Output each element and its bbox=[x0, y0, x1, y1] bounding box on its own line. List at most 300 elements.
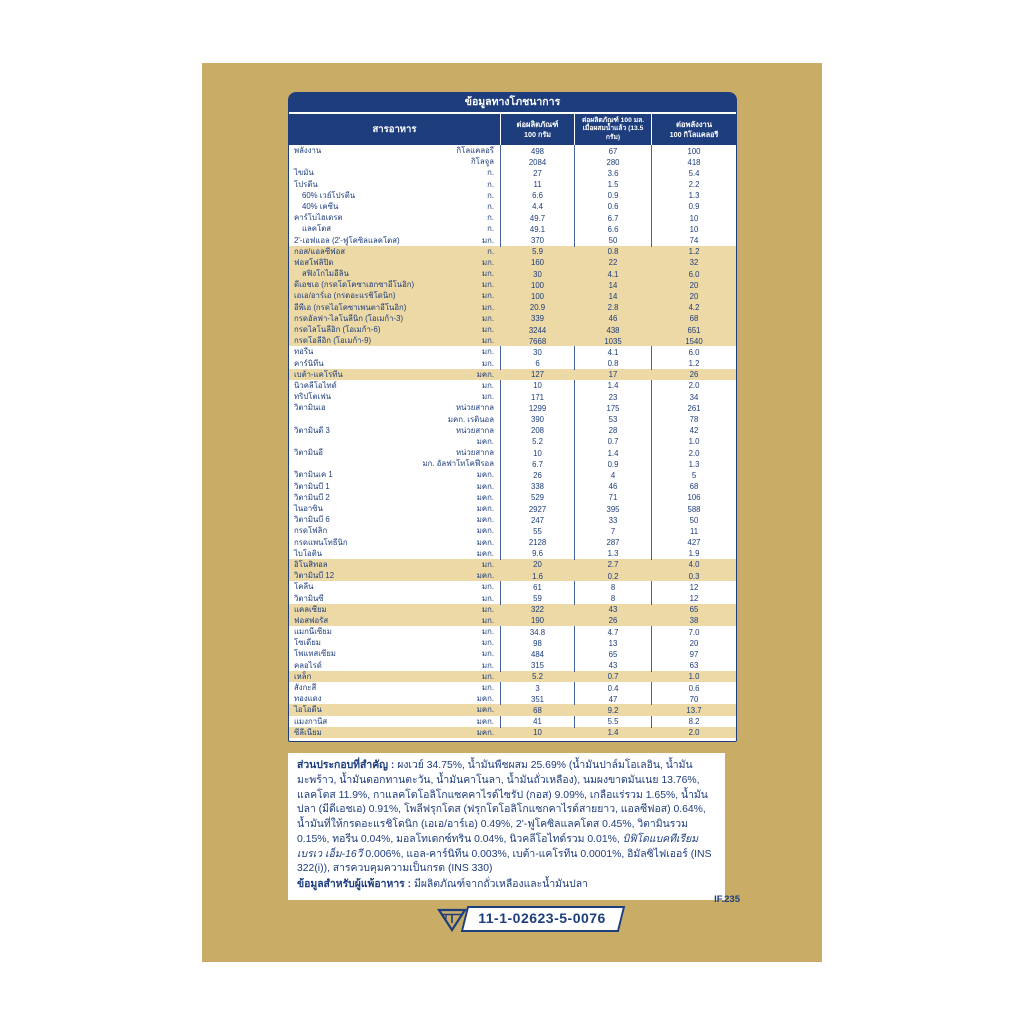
value-per-100g: 9.6 bbox=[500, 548, 574, 560]
nutrient-name: 60% เวย์โปรตีน bbox=[302, 190, 356, 200]
nutrient-name: วิตามินอี bbox=[294, 448, 323, 458]
nutrient-name: ทอรีน bbox=[294, 347, 314, 357]
nutrient-name: ไนอาซิน bbox=[294, 504, 323, 513]
value-per-100g: 49.1 bbox=[500, 223, 574, 235]
fda-number-box bbox=[461, 906, 625, 932]
value-per-100g: 1.6 bbox=[532, 571, 543, 581]
nutrient-name: ทริปโตเฟน bbox=[294, 392, 332, 402]
value-per-100g: 322 bbox=[530, 605, 544, 615]
value-per-100kcal: 1.3 bbox=[651, 458, 736, 470]
nutrient-unit: มคก. bbox=[476, 369, 494, 379]
value-per-100kcal: 427 bbox=[651, 537, 736, 549]
value-per-100kcal: 7.0 bbox=[651, 626, 736, 638]
value-per-100g: 68 bbox=[533, 705, 542, 715]
value-per-100ml-mixed: 1.3 bbox=[574, 548, 651, 560]
nutrient-name: กรดแพนโทธีนิก bbox=[294, 537, 348, 547]
nutrient-name: นิวคลีโอไทด์ bbox=[294, 380, 337, 390]
value-per-100ml-mixed: 4.1 bbox=[574, 346, 651, 358]
nutrient-name: กรดโอลีอิก (โอเมก้า-9) bbox=[294, 336, 372, 346]
value-per-100g: 27 bbox=[500, 167, 574, 179]
table-row bbox=[289, 648, 736, 659]
value-per-100ml-mixed: 2.7 bbox=[607, 560, 619, 570]
value-per-100kcal: 4.0 bbox=[688, 560, 700, 570]
value-per-100g: 6.6 bbox=[500, 190, 574, 202]
nutrient-name bbox=[289, 458, 419, 470]
nutrient-unit: มก. bbox=[481, 559, 494, 569]
nutrient-unit: มก. bbox=[481, 358, 494, 368]
table-row bbox=[289, 525, 736, 536]
value-per-100ml-mixed: 1.4 bbox=[574, 447, 651, 459]
nutrient-name: เอเอ/อาร์เอ (กรดอะแรชิโดนิก) bbox=[294, 291, 396, 301]
value-per-100ml-mixed: 4.1 bbox=[607, 269, 619, 279]
table-row bbox=[289, 693, 736, 704]
value-per-100ml-mixed: 7 bbox=[574, 525, 651, 537]
nutrient-name: วิตามินบี 12 bbox=[294, 571, 335, 581]
value-per-100kcal: 11 bbox=[651, 525, 736, 537]
value-per-100kcal: 2.0 bbox=[688, 728, 700, 738]
table-row bbox=[289, 615, 736, 626]
nutrient-name: ฟอสฟอรัส bbox=[294, 615, 329, 625]
value-per-100kcal: 588 bbox=[651, 503, 736, 515]
value-per-100kcal: 10 bbox=[651, 212, 736, 224]
nutrient-unit: มก. bbox=[481, 683, 494, 692]
table-row bbox=[289, 671, 736, 682]
table-row bbox=[289, 436, 736, 447]
value-per-100ml-mixed: 8 bbox=[574, 581, 651, 593]
nutrient-unit: มก. bbox=[481, 615, 494, 625]
value-per-100g: 26 bbox=[500, 469, 574, 481]
nutrient-unit: หน่วยสากล bbox=[455, 448, 494, 458]
nutrient-name: กรดโฟลิก bbox=[294, 526, 328, 536]
table-row bbox=[289, 257, 736, 268]
nutrient-name: เบต้า-แคโรทีน bbox=[294, 369, 343, 379]
nutrient-name: แลคโตส bbox=[302, 224, 332, 234]
nutrient-unit: มคก. bbox=[476, 537, 494, 547]
table-row bbox=[289, 503, 736, 514]
nutrient-name: วิตามินเค 1 bbox=[294, 470, 333, 480]
value-per-100kcal: 2.2 bbox=[651, 179, 736, 191]
value-per-100ml-mixed: 43 bbox=[574, 660, 651, 672]
value-per-100kcal: 1.0 bbox=[651, 436, 736, 448]
nutrient-unit: กิโลจูล bbox=[470, 157, 494, 167]
value-per-100kcal: 4.2 bbox=[688, 303, 700, 313]
value-per-100ml-mixed: 53 bbox=[574, 414, 651, 426]
value-per-100kcal: 1.0 bbox=[688, 672, 700, 682]
ingredients-lead: ส่วนประกอบที่สำคัญ : bbox=[297, 760, 395, 771]
value-per-100g: 5.9 bbox=[532, 247, 543, 257]
ingredients-paragraph bbox=[297, 759, 716, 877]
table-row bbox=[289, 727, 736, 738]
value-per-100g: 190 bbox=[530, 616, 544, 626]
nutrient-unit: มก. bbox=[481, 313, 494, 323]
nutrient-unit: มก. bbox=[481, 604, 494, 614]
allergen-text: มีผลิตภัณฑ์จากถั่วเหลืองและน้ำมันปลา bbox=[411, 879, 588, 891]
nutrient-name: คาร์นิทีน bbox=[294, 358, 324, 368]
table-row bbox=[289, 559, 736, 570]
value-per-100ml-mixed: 17 bbox=[608, 370, 618, 380]
value-per-100kcal: 42 bbox=[651, 425, 736, 437]
nutrient-name: โคลีน bbox=[294, 582, 314, 592]
label-code: IF.235 bbox=[714, 894, 740, 905]
value-per-100kcal: 261 bbox=[651, 402, 736, 414]
table-row bbox=[289, 581, 736, 592]
value-per-100g: 127 bbox=[530, 370, 544, 380]
value-per-100ml-mixed: 71 bbox=[574, 492, 651, 504]
value-per-100g: 10 bbox=[500, 380, 574, 392]
nutrient-name: วิตามินดี 3 bbox=[294, 425, 330, 435]
table-row bbox=[289, 514, 736, 525]
nutrient-unit: มก. bbox=[481, 235, 494, 245]
table-row bbox=[289, 223, 736, 234]
nutrient-name: อิโนสิทอล bbox=[294, 559, 328, 569]
value-per-100g: 1299 bbox=[500, 402, 574, 414]
value-per-100g: 6 bbox=[500, 358, 574, 370]
nutrient-unit: มก. bbox=[481, 380, 494, 390]
column-header-per-100ml: ต่อผลิตภัณฑ์ 100 มล. เมื่อผสมน้ำแล้ว (13.5 กรัม) bbox=[574, 114, 651, 145]
value-per-100ml-mixed: 4.7 bbox=[574, 626, 651, 638]
nutrient-name: กรดอัลฟา-ไลโนลีนิก (โอเมก้า-3) bbox=[294, 313, 404, 323]
nutrient-name: อีพีเอ (กรดไอโคซาเพนตาอีโนอิก) bbox=[294, 302, 407, 312]
nutrition-table-title: ข้อมูลทางโภชนาการ bbox=[289, 93, 736, 112]
column-header-nutrient: สารอาหาร bbox=[372, 123, 417, 135]
value-per-100g: 338 bbox=[500, 481, 574, 493]
nutrient-unit: มคก. bbox=[476, 571, 494, 581]
table-row bbox=[289, 537, 736, 548]
nutrient-unit: มคก. bbox=[476, 727, 494, 737]
nutrient-name: ฟอสโฟลิปิด bbox=[294, 257, 334, 267]
nutrient-unit: มก. bbox=[481, 336, 494, 346]
nutrient-unit: ก. bbox=[487, 224, 494, 234]
table-row bbox=[289, 290, 736, 301]
nutrition-table bbox=[288, 92, 737, 742]
table-row bbox=[289, 201, 736, 212]
nutrient-name: คาร์โบไฮเดรต bbox=[294, 213, 343, 223]
value-per-100kcal: 65 bbox=[689, 605, 699, 615]
value-per-100ml-mixed: 22 bbox=[608, 258, 618, 268]
nutrient-unit: มก. bbox=[481, 660, 494, 670]
nutrient-name: แมกนีเซียม bbox=[294, 627, 332, 637]
value-per-100ml-mixed: 2.8 bbox=[607, 303, 619, 313]
nutrient-name: 2'-เอฟแอล (2'-ฟูโคซิลแลคโตส) bbox=[294, 235, 400, 245]
value-per-100g: 61 bbox=[500, 581, 574, 593]
value-per-100kcal: 1.9 bbox=[651, 548, 736, 560]
table-row bbox=[289, 548, 736, 559]
table-row bbox=[289, 179, 736, 190]
nutrient-unit: มก. bbox=[481, 582, 494, 592]
value-per-100g: 3 bbox=[500, 682, 574, 694]
nutrient-unit: มก. bbox=[481, 257, 494, 267]
value-per-100g: 30 bbox=[500, 346, 574, 358]
value-per-100kcal: 6.0 bbox=[651, 346, 736, 358]
value-per-100g: 20 bbox=[533, 560, 542, 570]
table-row bbox=[289, 447, 736, 458]
table-row bbox=[289, 458, 736, 469]
table-row bbox=[289, 716, 736, 727]
nutrient-unit: มคก. bbox=[476, 548, 494, 558]
value-per-100ml-mixed: 1.4 bbox=[574, 380, 651, 392]
value-per-100kcal: 0.3 bbox=[688, 571, 700, 581]
value-per-100ml-mixed: 14 bbox=[608, 291, 618, 301]
nutrient-unit: มคก. bbox=[476, 492, 494, 502]
value-per-100ml-mixed: 1.5 bbox=[574, 179, 651, 191]
nutrient-name: โปรตีน bbox=[294, 179, 318, 189]
value-per-100ml-mixed: 175 bbox=[574, 402, 651, 414]
value-per-100ml-mixed: 43 bbox=[608, 605, 618, 615]
value-per-100g: 20.9 bbox=[529, 303, 546, 313]
nutrient-name: วิตามินบี 1 bbox=[294, 481, 330, 491]
value-per-100ml-mixed: 0.2 bbox=[607, 571, 619, 581]
table-row bbox=[289, 593, 736, 604]
table-row bbox=[289, 190, 736, 201]
value-per-100ml-mixed: 0.4 bbox=[574, 682, 651, 694]
value-per-100g: 10 bbox=[500, 447, 574, 459]
nutrient-unit: หน่วยสากล bbox=[455, 403, 494, 413]
table-row bbox=[289, 268, 736, 279]
value-per-100kcal: 12 bbox=[651, 581, 736, 593]
nutrient-unit: มก. bbox=[481, 291, 494, 301]
nutrient-name: คลอไรด์ bbox=[294, 660, 322, 670]
table-row bbox=[289, 704, 736, 715]
value-per-100kcal: 50 bbox=[651, 514, 736, 526]
value-per-100ml-mixed: 280 bbox=[574, 156, 651, 168]
nutrient-unit: มก. bbox=[481, 671, 494, 681]
table-row bbox=[289, 369, 736, 380]
value-per-100ml-mixed: 0.9 bbox=[574, 190, 651, 202]
nutrient-unit: มก. bbox=[481, 280, 494, 290]
value-per-100g: 2128 bbox=[500, 537, 574, 549]
value-per-100g: 171 bbox=[500, 391, 574, 403]
nutrient-unit: มก. bbox=[481, 302, 494, 312]
nutrient-unit: ก. bbox=[487, 190, 494, 200]
value-per-100g: 100 bbox=[530, 291, 544, 301]
value-per-100ml-mixed: 6.6 bbox=[574, 223, 651, 235]
value-per-100kcal: 32 bbox=[689, 258, 699, 268]
nutrient-unit: ก. bbox=[487, 201, 494, 211]
nutrient-name: ซีลีเนียม bbox=[294, 727, 322, 737]
value-per-100kcal: 78 bbox=[651, 414, 736, 426]
value-per-100ml-mixed: 0.6 bbox=[574, 201, 651, 213]
value-per-100g: 11 bbox=[500, 179, 574, 191]
value-per-100kcal: 0.6 bbox=[651, 682, 736, 694]
value-per-100kcal: 12 bbox=[651, 593, 736, 605]
value-per-100ml-mixed: 23 bbox=[574, 391, 651, 403]
value-per-100g: 498 bbox=[500, 145, 574, 157]
table-row bbox=[289, 212, 736, 223]
value-per-100g: 247 bbox=[500, 514, 574, 526]
value-per-100g: 351 bbox=[500, 693, 574, 705]
value-per-100g: 7668 bbox=[528, 336, 547, 346]
value-per-100ml-mixed: 46 bbox=[574, 481, 651, 493]
table-row bbox=[289, 167, 736, 178]
table-row bbox=[289, 279, 736, 290]
nutrient-name: ทองแดง bbox=[294, 694, 322, 704]
value-per-100g: 390 bbox=[500, 414, 574, 426]
table-row bbox=[289, 302, 736, 313]
nutrient-unit: มก. bbox=[481, 627, 494, 637]
nutrient-name: แมงกานีส bbox=[294, 716, 328, 726]
nutrient-unit: มคก. เรตินอล bbox=[447, 414, 494, 424]
value-per-100g: 34.8 bbox=[500, 626, 574, 638]
fda-registration-mark bbox=[436, 905, 622, 933]
value-per-100g: 208 bbox=[500, 425, 574, 437]
allergen-lead: ข้อมูลสำหรับผู้แพ้อาหาร : bbox=[297, 879, 412, 891]
table-row bbox=[289, 313, 736, 324]
value-per-100kcal: 70 bbox=[651, 693, 736, 705]
value-per-100ml-mixed: 47 bbox=[574, 693, 651, 705]
nutrient-name: เหล็ก bbox=[294, 671, 312, 681]
value-per-100ml-mixed: 9.2 bbox=[607, 705, 619, 715]
table-row bbox=[289, 346, 736, 357]
value-per-100ml-mixed: 1035 bbox=[604, 336, 622, 346]
value-per-100g: 41 bbox=[500, 716, 574, 728]
nutrient-unit: มก. bbox=[481, 392, 494, 402]
table-row bbox=[289, 380, 736, 391]
nutrient-unit: มก. อัลฟาโทโคฟีรอล bbox=[422, 459, 494, 469]
value-per-100ml-mixed: 67 bbox=[574, 145, 651, 157]
value-per-100kcal: 1540 bbox=[685, 336, 703, 346]
value-per-100kcal: 2.0 bbox=[651, 380, 736, 392]
table-row bbox=[289, 682, 736, 693]
value-per-100kcal: 418 bbox=[651, 156, 736, 168]
nutrient-unit: มก. bbox=[481, 593, 494, 603]
value-per-100g: 484 bbox=[500, 648, 574, 660]
value-per-100g: 2084 bbox=[500, 156, 574, 168]
value-per-100g: 6.7 bbox=[500, 458, 574, 470]
value-per-100ml-mixed: 28 bbox=[574, 425, 651, 437]
value-per-100kcal: 68 bbox=[689, 314, 699, 324]
value-per-100g: 98 bbox=[500, 637, 574, 649]
table-row bbox=[289, 414, 736, 425]
nutrient-unit: มก. bbox=[481, 649, 494, 659]
value-per-100ml-mixed: 395 bbox=[574, 503, 651, 515]
column-header-per-100g: ต่อผลิตภัณฑ์ 100 กรัม bbox=[500, 114, 574, 145]
nutrient-name bbox=[289, 414, 419, 426]
value-per-100kcal: 651 bbox=[687, 325, 701, 335]
value-per-100kcal: 1.2 bbox=[688, 247, 700, 257]
value-per-100ml-mixed: 438 bbox=[606, 325, 620, 335]
value-per-100ml-mixed: 8 bbox=[574, 593, 651, 605]
value-per-100kcal: 5 bbox=[651, 469, 736, 481]
value-per-100g: 529 bbox=[500, 492, 574, 504]
value-per-100ml-mixed: 50 bbox=[574, 235, 651, 247]
table-row bbox=[289, 391, 736, 402]
value-per-100g: 55 bbox=[500, 525, 574, 537]
value-per-100ml-mixed: 65 bbox=[574, 648, 651, 660]
value-per-100kcal: 97 bbox=[651, 648, 736, 660]
table-row bbox=[289, 425, 736, 436]
nutrient-unit: มคก. bbox=[476, 705, 494, 715]
value-per-100g: 100 bbox=[530, 280, 544, 290]
value-per-100ml-mixed: 1.4 bbox=[607, 728, 619, 738]
value-per-100kcal: 68 bbox=[651, 481, 736, 493]
nutrient-name: วิตามินซี bbox=[294, 593, 324, 603]
ingredients-text-1: ผงเวย์ 34.75%, น้ำมันพืชผสม 25.69% (น้ำมันปาล์มโอเลอิน, น้ำมันมะพร้าว, น้ำมันดอกทานตะวัน, น้ำมันคาโนลา, น้ำมันถั่วเหลือง), นมผงขาดมันเนย 13.76%, แลคโตส 11.9%, กาแลคโตโอลิโกแซคคาไรด์ไซรัป (กอส) 9.09%, เกลือแร่รวม 1.65%, น้ำมันปลา (มีดีเอชเอ) 0.91%, โพลีฟรุกโตส (ฟรุกโตโอลิโกแซกคาไรด์สายยาว, แอลซีฟอส) 0.64%, น้ำมันที่ให้กรดอะแรชิโดนิก (เอเอ/อาร์เอ) 0.49%, 2'-ฟูโคซิลแลคโตส 0.45%, วิตามินรวม 0.15%, ทอรีน 0.04%, มอลโทเดกซ์ทริน 0.04%, นิวคลีโอไทด์รวม 0.01%, bbox=[297, 760, 708, 845]
nutrient-name: 40% เคซีน bbox=[302, 201, 339, 211]
nutrient-unit: มคก. bbox=[476, 481, 494, 491]
value-per-100g: 3244 bbox=[528, 325, 547, 335]
value-per-100ml-mixed: 46 bbox=[608, 314, 618, 324]
table-row bbox=[289, 235, 736, 246]
nutrient-unit: มก. bbox=[481, 325, 494, 334]
nutrient-name: แคลเซียม bbox=[294, 604, 327, 614]
nutrient-name: วิตามินบี 2 bbox=[294, 492, 330, 502]
value-per-100kcal: 1.2 bbox=[651, 358, 736, 370]
value-per-100ml-mixed: 14 bbox=[608, 280, 618, 290]
value-per-100kcal: 74 bbox=[651, 235, 736, 247]
value-per-100ml-mixed: 0.8 bbox=[607, 247, 619, 257]
value-per-100ml-mixed: 287 bbox=[574, 537, 651, 549]
value-per-100g: 4.4 bbox=[500, 201, 574, 213]
value-per-100kcal: 100 bbox=[651, 145, 736, 157]
allergen-line bbox=[297, 878, 716, 893]
nutrient-unit: มคก. bbox=[476, 470, 494, 480]
value-per-100g: 5.2 bbox=[500, 436, 574, 448]
nutrient-name: ไบโอติน bbox=[294, 548, 323, 558]
table-row bbox=[289, 358, 736, 369]
ingredients-text-2: 0.006%, แอล-คาร์นิทีน 0.003%, เบต้า-แคโรทีน 0.0001%, อิมัลซิไฟเออร์ (INS 322(i)), สารควบคุมความเป็นกรด (INS 330) bbox=[297, 848, 712, 875]
table-row bbox=[289, 145, 736, 156]
value-per-100kcal: 34 bbox=[651, 391, 736, 403]
table-row bbox=[289, 156, 736, 167]
table-row bbox=[289, 402, 736, 413]
table-header-row bbox=[289, 112, 736, 145]
value-per-100g: 370 bbox=[500, 235, 574, 247]
table-row bbox=[289, 604, 736, 615]
value-per-100ml-mixed: 0.7 bbox=[607, 672, 619, 682]
table-row bbox=[289, 481, 736, 492]
nutrient-unit: หน่วยสากล bbox=[455, 425, 494, 435]
nutrient-name: วิตามินบี 6 bbox=[294, 515, 330, 525]
table-row bbox=[289, 660, 736, 671]
nutrient-name: สังกะสี bbox=[294, 683, 317, 692]
nutrient-name: โพแทสเซียม bbox=[294, 649, 336, 659]
nutrient-name: พลังงาน bbox=[294, 146, 322, 155]
nutrient-unit: ก. bbox=[487, 179, 494, 189]
value-per-100kcal: 5.4 bbox=[651, 167, 736, 179]
nutrient-name: สฟิงโกไมอีลิน bbox=[302, 269, 349, 279]
value-per-100kcal: 13.7 bbox=[686, 705, 702, 715]
value-per-100g: 339 bbox=[530, 314, 544, 324]
nutrient-name: ดีเอชเอ (กรดโดโคซาเฮกซาอีโนอิก) bbox=[294, 280, 415, 290]
ingredients-panel bbox=[288, 753, 725, 900]
nutrient-unit: มก. bbox=[481, 638, 494, 648]
value-per-100ml-mixed: 4 bbox=[574, 469, 651, 481]
value-per-100g: 49.7 bbox=[500, 212, 574, 224]
nutrient-unit: ก. bbox=[487, 246, 494, 256]
ingredients-text-italic: บิฟิโดแบคทีเรียม เบรเว เอ็ม-16วี bbox=[297, 833, 699, 860]
table-row bbox=[289, 492, 736, 503]
nutrient-unit: มคก. bbox=[476, 515, 494, 525]
fda-registration-number: 11-1-02623-5-0076 bbox=[478, 910, 606, 926]
value-per-100kcal: 0.9 bbox=[651, 201, 736, 213]
value-per-100ml-mixed: 0.7 bbox=[574, 436, 651, 448]
table-row bbox=[289, 246, 736, 257]
value-per-100kcal: 63 bbox=[651, 660, 736, 672]
nutrient-unit: ก. bbox=[487, 168, 494, 178]
nutrient-unit: มคก. bbox=[476, 716, 494, 726]
value-per-100g: 5.2 bbox=[532, 672, 543, 682]
table-row bbox=[289, 637, 736, 648]
nutrient-unit: มคก. bbox=[476, 526, 494, 536]
value-per-100g: 160 bbox=[530, 258, 544, 268]
nutrient-name: ไขมัน bbox=[294, 168, 314, 178]
nutrient-unit: กิโลแคลอรี bbox=[456, 146, 494, 155]
value-per-100ml-mixed: 6.7 bbox=[574, 212, 651, 224]
table-row bbox=[289, 469, 736, 480]
table-row bbox=[289, 335, 736, 346]
nutrient-unit: มก. bbox=[481, 269, 494, 279]
nutrient-unit: มคก. bbox=[476, 694, 494, 704]
